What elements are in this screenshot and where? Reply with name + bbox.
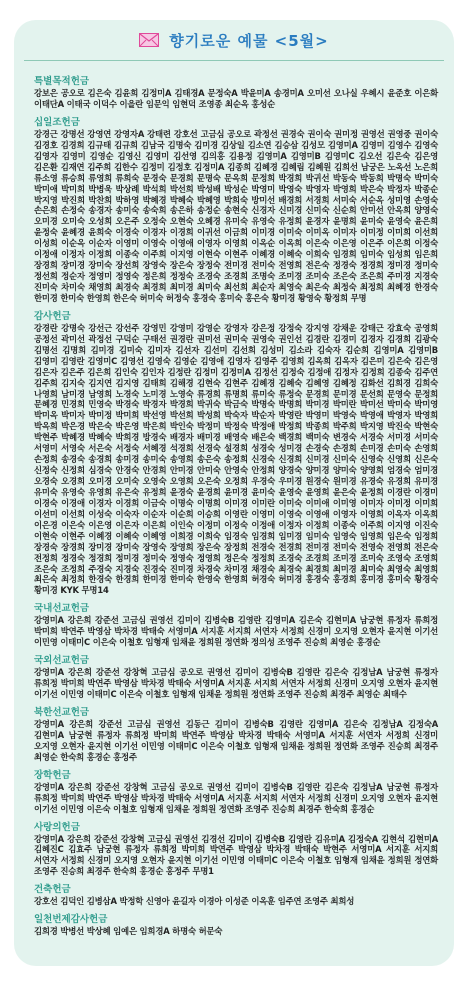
section-title: 국외선교헌금	[34, 655, 90, 667]
offering-section	[34, 769, 438, 815]
gift-envelope-icon	[139, 33, 159, 47]
donor-names: 강영미A 강은희 강준선 강창혁 고금심 공오로 권영선 김미이 김병숙B 김영란 김은숙 김정남A 남궁현 류정자 류희정 박미희 박연주 박영삼 박차경 박태숙 서영미A 서지훈 서지희 서연자 서정희 신경미 오지영 오현자 윤지현 이기선 이민영 이은숙 이철호 임형재 임채윤 정희원 정연화 조영주 진승희 최경주 한숙희 홍경순	[34, 781, 438, 814]
offering-card	[14, 20, 454, 966]
donor-names: 김희경 박병선 박상혜 임예은 임희경A 하명숙 허문숙	[34, 926, 223, 937]
section-title: 건축헌금	[34, 884, 71, 896]
offering-section	[34, 310, 438, 596]
section-title: 사랑의헌금	[34, 821, 80, 833]
section-title: 특별목적헌금	[34, 76, 90, 87]
donor-names: 강경란 강명숙 강선근 강선주 강영민 강영미 강영순 강영자 강은정 강정숙 강지영 강채운 강태근 강효숙 공영희 공정선 곽미선 곽정선 구덕순 구태선 권경란 권미선 권미숙 권영숙 권인선 김경란 김경미 김경자 김경희 김광숙 김명선 김명희 김미경 김미숙 김미자 김선자 김선미 김선희 김성미 김소라 김숙자 김순희 김영미A 김영미B 김영미 김영란 김영미C 김영선 김영숙 김영순 김영애 김영자 김영주 김영희 김옥희 김옥자 김은미 김은숙 김은영 김은자 김은주 김은희 김인숙 김인자 김정란 김정미 김정미A 김정선 김정숙 김정애 김정자 김정희 김종숙 김주연 김주희 김지숙 김지연 김지영 김태희 김해경 김현숙 김현주 김혜경 김혜숙 김혜영 김혜정 김화선 김희경 김희숙 나영희 남미경 남영희 노경숙 노미경 노영숙 류경희 류명희 류미숙 류정숙 문경희 문미경 문선희 문영숙 문정희 문혜경 민경희 민영숙 박경숙 박경자 박경희 박귀숙 박금숙 박명숙 박명희 박미경 박미란 박미선 박미숙 박미영 박미옥 박미자 박미정 박미희 박선영 박선희 박성희 박숙자 박순자 박영란 박영미 박영숙 박영애 박영자 박영희 박옥희 박은경 박은숙 박은영 박은희 박인숙 박정미 박정숙 박정애 박정희 박종희 박주희 박지영 박진숙 박현숙 박현주 박혜경 박혜숙 박희경 방경숙 배경자 배미경 배영숙 배은숙 백경희 백미숙 변경숙 서경숙 서미경 서미숙 서영미 서영숙 서은숙 서정숙 서혜경 석경희 선경숙 설경희 성경숙 성미경 손경숙 손경희 손미경 손미숙 손영희 손정희 송경숙 송경희 송미경 송미숙 송영희 송은숙 송정희 신경숙 신경희 신미경 신미숙 신영숙 신영희 신은숙 신정숙 신정희 심경숙 안경숙 안경희 안미경 안미숙 안영숙 안정희 양경숙 양미경 양미숙 양영희 엄경숙 엄미경 오경숙 오경희 오미경 오미숙 오영숙 오영희 오은숙 오정희 우경숙 우미경 원경숙 원미경 유경숙 유경희 유미경 유미숙 유영숙 유영희 유은숙 유정희 윤경숙 윤경희 윤미경 윤미숙 윤영숙 윤영희 윤은숙 윤정희 이경란 이경미 이경숙 이경애 이경자 이경희 이금숙 이명숙 이명희 이미경 이미란 이미숙 이미애 이미영 이미자 이미정 이미희 이선미 이선희 이성숙 이숙자 이순자 이순희 이승희 이영란 이영미 이영숙 이영애 이영자 이영희 이옥자 이옥희 이은경 이은숙 이은영 이은자 이은희 이인숙 이정미 이정숙 이정애 이정자 이정희 이종숙 이주희 이지영 이진숙 이현숙 이현주 이혜경 이혜숙 이혜영 이희경 이희숙 임경숙 임경희 임미경 임미숙 임영숙 임영희 임은숙 임정희 장경숙 장경희 장미경 장미숙 장영숙 장영희 장은숙 장정희 전경숙 전경희 전미경 전미숙 전영숙 전영희 전은숙 전정희 정경숙 정경희 정미경 정미숙 정영숙 정영희 정은숙 정정희 조경숙 조경희 조미경 조미숙 조영숙 조영희 조은숙 조정희 주경숙 지경숙 진경숙 진미경 차경숙 차미경 채경숙 최경숙 최경희 최미경 최미숙 최영숙 최영희 최은숙 최정희 한경숙 한경희 한미경 한미숙 한영숙 한영희 허경숙 허미경 홍경숙 홍경희 홍미경 홍미숙 황경숙 황미경 KYK 무명14	[34, 322, 439, 596]
donor-names: 강영미A 강은희 강준선 강창혁 고금심 권영선 김경선 김미이 김병숙B 김영란 김유미A 김정숙A 김현석 김현미A 김혜진C 김효주 남궁현 류정자 류희정 박미희 박연주 박영삼 박차경 박태숙 박현주 서영미A 서지훈 서지희 서연자 서정희 신경미 오지영 오현자 윤지현 이기선 이민영 이태미C 이은숙 이철호 임형재 임채윤 정희원 정연화 조영주 진승희 최경주 한숙희 홍경순 홍정주 무명1	[34, 833, 438, 877]
offering-section	[34, 654, 438, 700]
offering-section	[34, 602, 438, 648]
donor-names: 강보은 공오로 김은숙 김윤희 김정미A 김태경A 문정숙A 박윤미A 송경미A 오미선 오나실 우혜시 윤준호 이은화 이태단A 이태국 이덕수 이을란 임문익 임현덕 조영종 최순옥 홍성순	[34, 88, 438, 109]
offering-section	[34, 913, 438, 937]
offering-section	[34, 75, 438, 110]
section-title: 장학헌금	[34, 769, 71, 781]
donor-names: 강영미A 강은희 강준선 강창혁 고금심 공오로 권영선 김미이 김병숙B 김영란 김은숙 김정남A 남궁현 류정자 류희정 박미희 박연주 박영삼 박차경 박태숙 서영미A 서지훈 서지희 서연자 서정희 신경미 오지영 오현자 윤지현 이기선 이민영 이태미C 이은숙 이철호 임형재 임채윤 정희원 정연화 조영주 진승희 최경주 최영순 최태수	[34, 667, 438, 699]
offering-section	[34, 116, 438, 304]
offering-section	[34, 706, 438, 763]
section-title: 국내선교헌금	[34, 603, 90, 615]
offering-section	[34, 883, 438, 907]
offering-section	[34, 821, 438, 878]
donor-names: 강경근 강명선 강영연 강영자A 강태련 강호선 고금심 공오로 곽정선 권경숙 권이숙 권미정 권영선 권영중 권이숙 김경호 김경희 김규태 김규희 김남국 김명숙 김미경 김상일 김소연 김승삼 김성모 김영미A 김영미 김영수 김영숙 김영자 김영미 김영순 김영신 김영미 김선영 김의홍 김용정 김영미A 김영미B 김영미C 김오선 김은숙 김은영 김은환 김재연 김주희 김한수 김정미 김정호 김정미A 김종희 김혜경 김혜림 김혜원 김희선 남궁은 노옥선 노은희 류소영 류승희 류영희 류희숙 문경숙 문경희 문명숙 문옥희 문정희 박경희 박귀선 박동숙 박동희 박명숙 박미숙 박미애 박미희 박병욱 박상례 박석희 박선희 박성배 박성순 박영미 박영숙 박영자 박영희 박은숙 박정자 박종순 박지영 박진희 박찬희 박하영 박혜경 박혜숙 박혜영 박희숙 방미선 배경희 서경희 서미숙 서순옥 성미영 손영숙 손은희 손정숙 송경자 송미숙 송숙희 송은하 송정순 송현숙 신경자 신미경 신미숙 신순희 안미선 안옥희 양영숙 오미경 오미숙 오성희 오은주 오정숙 오현숙 오혜경 유미숙 유영숙 유정희 윤경자 윤명희 윤미숙 윤영숙 윤은희 윤정숙 윤혜경 윤희숙 이경숙 이경자 이경희 이귀선 이금희 이미경 이미숙 이미옥 이미자 이미정 이미희 이선희 이성희 이순옥 이순자 이영미 이영숙 이영애 이영자 이영희 이옥순 이옥희 이은숙 이은영 이은주 이은희 이정숙 이정애 이정자 이정희 이종숙 이주희 이지영 이현숙 이현주 이혜경 이혜숙 이희숙 임경희 임미숙 임성희 임은희 장경희 장미경 장미숙 장선희 장영숙 장은숙 장정숙 전미경 전미숙 전영희 전은숙 정경숙 정경희 정미경 정미숙 정선희 정순자 정영미 정영숙 정은희 정정숙 조경숙 조경희 조명숙 조미경 조미숙 조은숙 조은희 주미경 지경숙 진미숙 차미숙 채영희 최경숙 최경희 최미경 최미숙 최선희 최순자 최영숙 최은숙 최정숙 최정희 최혜경 한경숙 한미경 한미숙 한영희 한은숙 허미숙 허정숙 홍경숙 홍미숙 홍은숙 황미경 황영숙 황정희 무명	[34, 128, 439, 303]
donor-names: 강호선 김덕인 김병삼A 박정학 신영아 윤길자 이경아 이성준 이옥훈 임주연 조영주 최희성	[34, 896, 355, 907]
section-title: 십일조헌금	[34, 116, 80, 128]
offering-list	[14, 61, 454, 937]
section-title: 북한선교헌금	[34, 706, 90, 718]
page-header	[24, 20, 444, 61]
section-title: 일천번제감사헌금	[34, 914, 108, 926]
donor-names: 강영미A 강은희 강준선 고금심 권영선 김미이 김병숙B 김영란 김영미A 김은숙 김현미A 남궁현 류정자 류희정 박미희 박연주 박영삼 박차경 박태숙 서영미A 서지훈 서지희 서연자 서정희 신경미 오지영 오현자 윤지현 이기선 이민영 이태미C 이은숙 이철호 임형재 임채윤 정희원 정연화 정의성 조영주 진승희 최영순 홍경순	[34, 615, 438, 648]
donor-names: 강영미A 강은희 강준선 고금심 권영선 김동근 김미이 김병숙B 김영란 김영미A 김은숙 김정남A 김정숙A 김현미A 남궁현 류정자 류희정 박미희 박연주 박영삼 박차경 박태숙 서영미A 서지훈 서연자 서정희 신경미 오지영 오현자 윤지현 이기선 이민영 이태미C 이은숙 이철호 임형재 임채윤 정희원 정연화 조영주 진승희 최경주 최영순 한숙희 홍경순 홍정주	[34, 718, 438, 762]
section-title: 감사헌금	[34, 310, 71, 322]
page-title: 향기로운 예물 <5월>	[169, 31, 329, 50]
